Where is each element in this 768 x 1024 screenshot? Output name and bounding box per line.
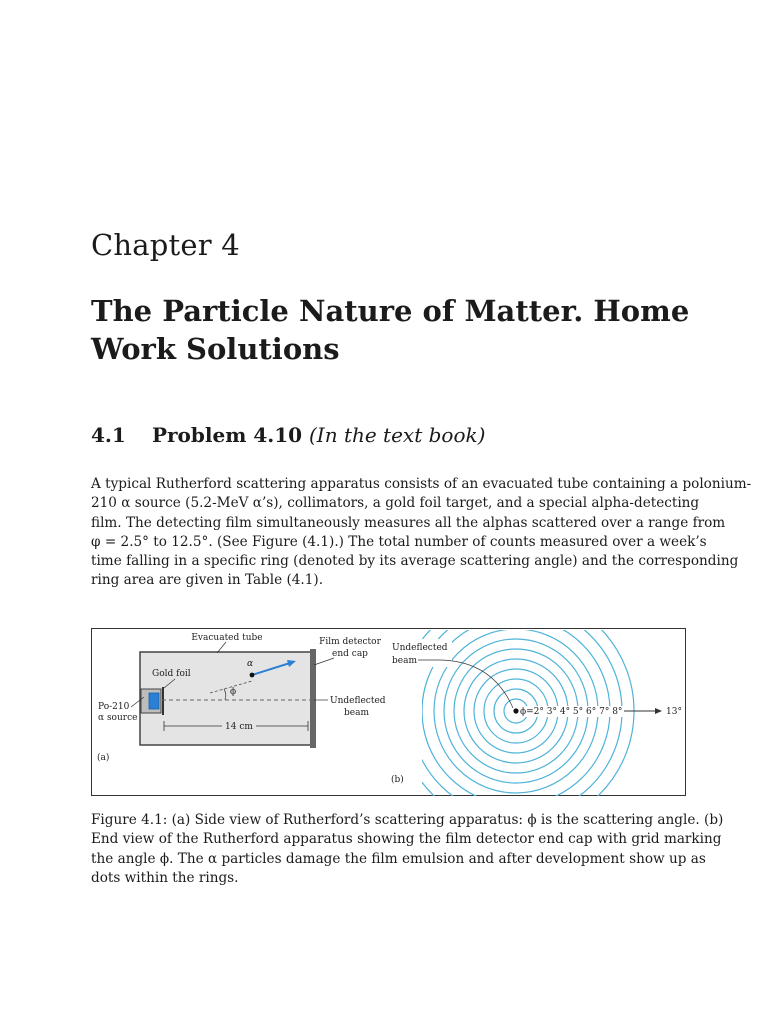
caption-line: Figure 4.1: (a) Side view of Rutherford’s scattering apparatus: ϕ is the scattering angle. (b) <box>91 812 724 828</box>
panel-a <box>97 633 386 763</box>
gold-foil-label: Gold foil <box>152 669 191 679</box>
film-detector-label: Film detector <box>319 637 381 647</box>
paragraph-line: time falling in a specific ring (denoted by its average scattering angle) and the corresponding <box>91 553 739 570</box>
section-title: Problem 4.10 <box>151 423 303 447</box>
length-label: 14 cm <box>225 722 253 732</box>
alpha-label: α <box>247 659 254 669</box>
end-cap-label: end cap <box>332 649 368 659</box>
paragraph-line: A typical Rutherford scattering apparatus consists of an evacuated tube containing a polonium- <box>91 476 752 492</box>
alpha-source-label: α source <box>98 713 138 723</box>
alpha-particle-dot <box>250 673 255 678</box>
paragraph-line: 210 α source (5.2-MeV α’s), collimators, a gold foil target, and a special alpha-detecting <box>91 495 700 512</box>
phi-label: ϕ <box>230 687 237 697</box>
beam-a-label: beam <box>344 708 369 718</box>
caption-line: dots within the rings. <box>91 869 239 886</box>
beam-b-label: beam <box>392 656 417 666</box>
panel-a-label: (a) <box>97 753 110 763</box>
film-detector-cap <box>310 649 316 748</box>
paragraph-line: φ = 2.5° to 12.5°. (See Figure (4.1).) The total number of counts measured over a week’s <box>91 533 707 550</box>
po210-label: Po-210 <box>98 702 130 712</box>
undeflected-beam-b-label: Undeflected <box>392 643 448 653</box>
cap-leader <box>314 658 334 665</box>
angle-arrow-head <box>655 708 662 714</box>
caption-line: End view of the Rutherford apparatus showing the film detector end cap with grid marking <box>91 831 722 848</box>
section-heading <box>91 423 485 447</box>
paragraph-line: film. The detecting film simultaneously measures all the alphas scattered over a range from <box>91 514 726 531</box>
angle-scale-label: ϕ=2° 3° 4° 5° 6° 7° 8° <box>520 707 623 717</box>
section-number: 4.1 <box>91 423 126 447</box>
caption-line: the angle ϕ. The α particles damage the film emulsion and after development show up as <box>91 850 706 867</box>
evacuated-tube-label: Evacuated tube <box>191 633 263 643</box>
undeflected-beam-a-label: Undeflected <box>330 696 386 706</box>
alpha-source-icon <box>149 693 159 709</box>
figure-svg <box>92 629 687 797</box>
figure-4-1 <box>91 628 686 796</box>
chapter-label: Chapter 4 <box>91 228 240 262</box>
paragraph-line: ring area are given in Table (4.1). <box>91 572 324 589</box>
panel-b <box>389 629 683 797</box>
problem-paragraph <box>91 475 752 591</box>
panel-b-label: (b) <box>391 775 404 785</box>
figure-caption <box>91 811 724 888</box>
chapter-title: The Particle Nature of Matter. Home Work Solutions <box>91 294 690 366</box>
end-angle-label: 13° <box>666 707 682 717</box>
beam-center-dot <box>513 708 518 713</box>
section-subtitle: (In the text book) <box>309 423 486 447</box>
